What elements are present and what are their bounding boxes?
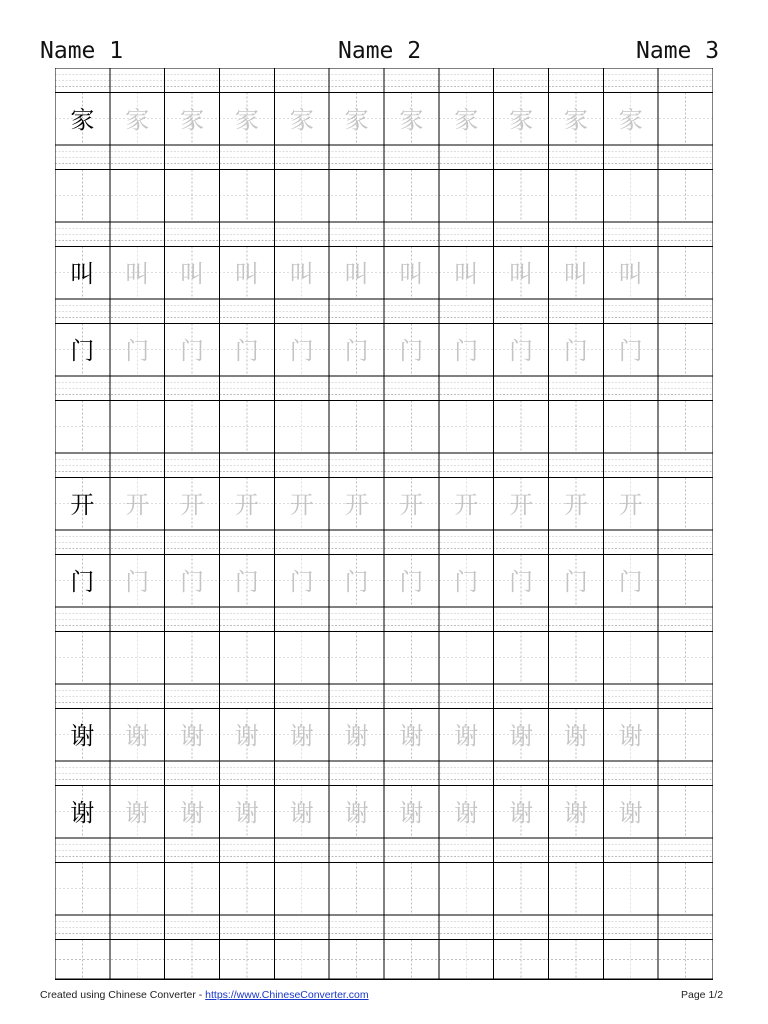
trace-character: 门 [289, 567, 314, 596]
trace-character: 家 [509, 105, 534, 134]
practice-grid [55, 68, 713, 988]
trace-character: 谢 [234, 721, 259, 750]
trace-character: 谢 [125, 798, 150, 827]
trace-character: 谢 [454, 721, 479, 750]
footer-credit [40, 988, 369, 1002]
trace-character: 门 [509, 336, 534, 365]
trace-character: 谢 [180, 721, 205, 750]
trace-character: 门 [289, 336, 314, 365]
trace-character: 门 [344, 336, 369, 365]
trace-character: 谢 [344, 721, 369, 750]
trace-character: 家 [399, 105, 424, 134]
footer-website-link[interactable]: https://www.ChineseConverter.com [205, 989, 369, 1001]
trace-character: 谢 [344, 798, 369, 827]
trace-character: 谢 [618, 798, 643, 827]
name-1-label: Name 1 [40, 38, 124, 64]
trace-character: 谢 [509, 721, 534, 750]
model-character: 开 [70, 490, 95, 519]
trace-character: 叫 [125, 259, 150, 288]
trace-character: 门 [454, 567, 479, 596]
trace-character: 开 [234, 490, 259, 519]
trace-character: 门 [234, 567, 259, 596]
trace-character: 谢 [509, 798, 534, 827]
trace-character: 叫 [563, 259, 588, 288]
trace-character: 门 [618, 336, 643, 365]
model-character: 门 [70, 336, 95, 365]
trace-character: 谢 [399, 721, 424, 750]
trace-character: 谢 [563, 798, 588, 827]
trace-character: 叫 [618, 259, 643, 288]
trace-character: 谢 [125, 721, 150, 750]
trace-character: 开 [125, 490, 150, 519]
trace-character: 开 [289, 490, 314, 519]
model-character: 叫 [70, 259, 95, 288]
trace-character: 家 [234, 105, 259, 134]
trace-character: 谢 [399, 798, 424, 827]
trace-character: 门 [618, 567, 643, 596]
trace-character: 开 [618, 490, 643, 519]
trace-character: 门 [563, 336, 588, 365]
trace-character: 叫 [454, 259, 479, 288]
trace-character: 开 [563, 490, 588, 519]
trace-character: 谢 [289, 721, 314, 750]
model-character: 谢 [70, 721, 95, 750]
trace-character: 门 [509, 567, 534, 596]
trace-character: 门 [454, 336, 479, 365]
trace-character: 叫 [180, 259, 205, 288]
trace-character: 谢 [180, 798, 205, 827]
trace-character: 家 [454, 105, 479, 134]
trace-character: 开 [509, 490, 534, 519]
trace-character: 门 [125, 336, 150, 365]
trace-character: 谢 [563, 721, 588, 750]
trace-character: 家 [289, 105, 314, 134]
footer-created-text: Created using Chinese Converter - [40, 989, 206, 1001]
trace-character: 门 [180, 336, 205, 365]
model-character: 家 [70, 105, 95, 134]
trace-character: 门 [234, 336, 259, 365]
trace-character: 谢 [618, 721, 643, 750]
page-number: Page 1/2 [681, 989, 724, 1001]
trace-character: 家 [344, 105, 369, 134]
trace-character: 门 [344, 567, 369, 596]
trace-character: 开 [344, 490, 369, 519]
trace-character: 家 [618, 105, 643, 134]
name-3-label: Name 3 [636, 38, 720, 64]
trace-character: 家 [563, 105, 588, 134]
trace-character: 开 [399, 490, 424, 519]
trace-character: 开 [454, 490, 479, 519]
trace-character: 开 [180, 490, 205, 519]
trace-character: 门 [125, 567, 150, 596]
trace-character: 叫 [344, 259, 369, 288]
trace-character: 门 [180, 567, 205, 596]
model-character: 谢 [70, 798, 95, 827]
trace-character: 谢 [454, 798, 479, 827]
trace-character: 谢 [289, 798, 314, 827]
trace-character: 门 [563, 567, 588, 596]
trace-character: 叫 [509, 259, 534, 288]
trace-character: 家 [125, 105, 150, 134]
trace-character: 门 [399, 336, 424, 365]
trace-character: 谢 [234, 798, 259, 827]
trace-character: 家 [180, 105, 205, 134]
trace-character: 门 [399, 567, 424, 596]
trace-character: 叫 [234, 259, 259, 288]
model-character: 门 [70, 567, 95, 596]
name-2-label: Name 2 [338, 38, 422, 64]
trace-character: 叫 [289, 259, 314, 288]
trace-character: 叫 [399, 259, 424, 288]
